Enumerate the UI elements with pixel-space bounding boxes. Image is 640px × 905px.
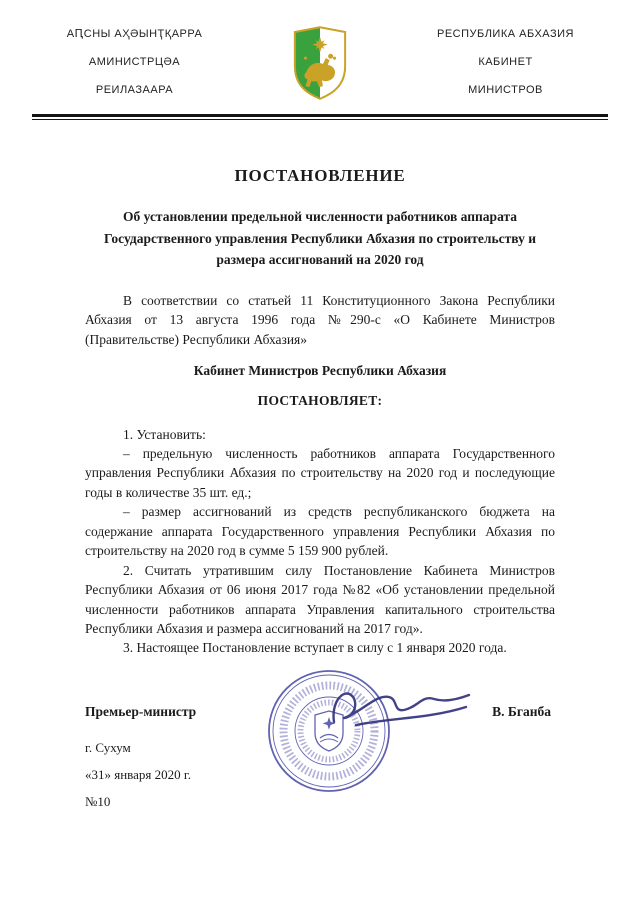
resolution-item-3: 3. Настоящее Постановление вступает в силу с 1 января 2020 года. [123,640,507,656]
footer-number: №10 [85,793,111,809]
document-title: ПОСТАНОВЛЕНИЕ [234,166,406,185]
resolution-item-2: 2. Считать утратившим силу Постановление Кабинета Министров Республики Абхазия от 06 июня 2017 года №82 «Об установлении предельной численности работников аппарата Управления капитального строительства Республики Абхазия и размера ассигнований на 2017 год». [85,562,555,636]
rule-thick-line [32,114,608,117]
letterhead-left-line-2: АМИНИСТРЦӘА [88,56,181,68]
resolves-line: ПОСТАНОВЛЯЕТ: [257,392,383,408]
letterhead [0,0,640,104]
double-rule [32,114,608,120]
intro-paragraph: В соответствии со статьей 11 Конституционного Закона Республики Абхазия от 13 августа 1996 года №290-с «О Кабинете Министров (Правительстве) Республики Абхазия» [85,292,555,347]
document-subtitle: Об установлении предельной численности работников аппарата Государственного управления Республики Абхазия по строительству и размера ассигнований на 2020 год [104,209,536,268]
document-footer [85,734,555,815]
letterhead-left-line-1: АԤСНЫ АҲӘЫНҬҚАРРА [66,28,203,40]
letterhead-right-line-2: КАБИНЕТ [478,56,533,68]
resolution-item-1: 1. Установить: [123,426,206,442]
resolution-item-1b: – размер ассигнований из средств республиканского бюджета на содержание аппарата Государственного управления Республики Абхазия по строительству на 2020 год в сумме 5 159 900 рублей. [85,504,555,559]
letterhead-russian-block [403,20,608,104]
signer-name: В. Бганба [492,703,551,719]
letterhead-abkhaz-block [32,20,237,104]
letterhead-right-line-3: МИНИСТРОВ [468,84,543,96]
resolution-item-1a: – предельную численность работников аппарата Государственного управления Республики Абхазия по строительству на 2020 год и последующие годы в количестве 35 шт. ед.; [85,446,555,500]
authority-line: Кабинет Министров Республики Абхазия [193,363,447,379]
footer-city: г. Сухум [85,739,131,755]
letterhead-left-line-3: РЕИЛАЗААРА [95,84,174,96]
resolution-list [85,425,555,658]
signature-row [85,704,555,720]
signer-role: Премьер-министр [85,703,197,719]
abkhazia-coat-of-arms-icon [292,24,348,102]
document-body [0,166,640,815]
rule-thin-line [32,119,608,120]
footer-date: «31» января 2020 г. [85,766,192,782]
letterhead-right-line-1: РЕСПУБЛИКА АБХАЗИЯ [436,28,574,40]
